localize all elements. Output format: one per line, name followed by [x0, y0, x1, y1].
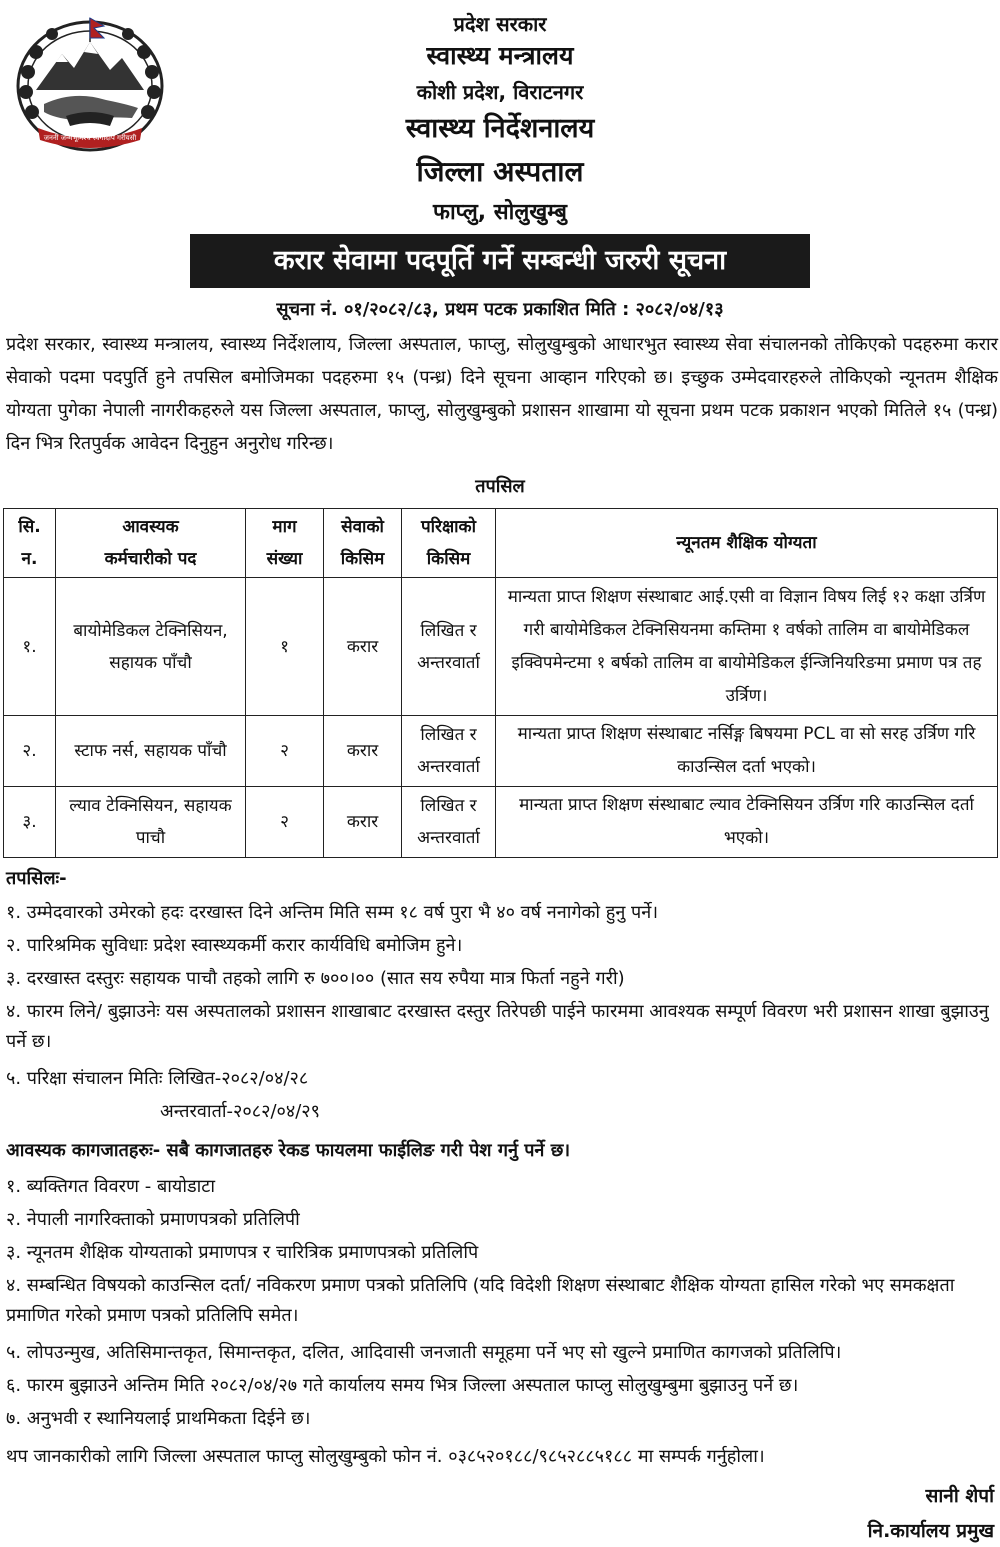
cell-demand: २ — [246, 787, 324, 858]
document-item: ३. न्यूनतम शैक्षिक योग्यताको प्रमाणपत्र र चारित्रिक प्रमाणपत्रको प्रतिलिपि — [6, 1242, 479, 1263]
intro-paragraph: प्रदेश सरकार, स्वास्थ्य मन्त्रालय, स्वास्थ्य निर्देशलाय, जिल्ला अस्पताल, फाप्लु, सोलुखुम्बुको आधारभुत स्वास्थ्य सेवा संचालनको तोकिएको पदहरुमा करार सेवाको पदमा पदपुर्ति हुने तपसिल बमोजिमका पदहरुमा १५ (पन्ध्र) दिने सूचना आव्हान गरिएको छ। इच्छुक उम्मेदवारहरुले तोकिएको न्यूनतम शैक्षिक योग्यता पुगेका नेपाली नागरीकहरुले यस जिल्ला अस्पताल, फाप्लु, सोलुखुम्बुको प्रशासन शाखामा यो सूचना प्रथम पटक प्रकाशन भएको मितिले १५ (पन्ध्र) दिन भित्र रितपुर्वक आवेदन दिनुहुन अनुरोध गरिन्छ। — [6, 334, 998, 454]
condition-item: ५. परिक्षा संचालन मितिः लिखित-२०८२/०४/२८ — [6, 1068, 309, 1089]
cell-qualification: मान्यता प्राप्त शिक्षण संस्थाबाट नर्सिङ्ग बिषयमा PCL वा सो सरह उर्त्रिण गरि काउन्सिल दर्ता भएको। — [496, 716, 998, 787]
cell-post: स्टाफ नर्स, सहायक पाँचौ — [56, 716, 246, 787]
notice-number: सूचना नं. ०१/२०८२/८३, प्रथम पटक प्रकाशित मिति : २०८२/०४/१३ — [276, 299, 724, 320]
condition-item: ३. दरखास्त दस्तुरः सहायक पाचौ तहको लागि रु ७००।०० (सात सय रुपैया मात्र फिर्ता नहुने गरी) — [6, 968, 625, 989]
cell-service: करार — [324, 578, 402, 716]
document-item: २. नेपाली नागरिक्ताको प्रमाणपत्रको प्रतिलिपी — [6, 1209, 300, 1230]
col-service: सेवाको किसिम — [324, 509, 402, 578]
signatory-name: सानी शेर्पा — [925, 1485, 994, 1507]
header-directorate: स्वास्थ्य निर्देशनालय — [405, 113, 595, 144]
header-hospital: जिल्ला अस्पताल — [416, 155, 584, 188]
cell-post: बायोमेडिकल टेक्निसियन, सहायक पाँचौ — [56, 578, 246, 716]
header-province: कोशी प्रदेश, विराटनगर — [416, 80, 584, 104]
table-title: तपसिल — [475, 476, 525, 497]
cell-qualification: मान्यता प्राप्त शिक्षण संस्थाबाट ल्याव टेक्निसियन उर्त्रिण गरि काउन्सिल दर्ता भएको। — [496, 787, 998, 858]
notice-banner: करार सेवामा पदपूर्ति गर्ने सम्बन्धी जरुरी सूचना — [190, 234, 810, 288]
emblem-motto: जननी जन्मभूमिश्च स्वर्गादपि गरीयसी — [43, 134, 137, 142]
condition-item: ४. फारम लिने/ बुझाउनेः यस अस्पतालको प्रशासन शाखाबाट दरखास्त दस्तुर तिरेपछी पाईने फारममा आवश्यक सम्पूर्ण विवरण भरी प्रशासन शाखा बुझाउनु पर्ने छ। — [6, 1001, 989, 1052]
col-qualification: न्यूनतम शैक्षिक योग्यता — [496, 509, 998, 578]
cell-exam: लिखित र अन्तरवार्ता — [402, 578, 496, 716]
table-row — [4, 787, 998, 858]
header-location: फाप्लु, सोलुखुम्बु — [433, 200, 567, 225]
cell-demand: १ — [246, 578, 324, 716]
table-row — [4, 716, 998, 787]
conditions-title: तपसिलः- — [6, 868, 67, 889]
contact-info: थप जानकारीको लागि जिल्ला अस्पताल फाप्लु सोलुखुम्बुको फोन नं. ०३८५२०१८८/९८५२८८५१८८ मा सम्पर्क गर्नुहोला। — [6, 1446, 765, 1467]
col-sn: सि. न. — [4, 509, 56, 578]
col-demand: माग संख्या — [246, 509, 324, 578]
condition-item: २. पारिश्रमिक सुविधाः प्रदेश स्वास्थ्यकर्मी करार कार्यविधि बमोजिम हुने। — [6, 935, 463, 956]
document-item: ७. अनुभवी र स्थानियलाई प्राथमिकता दिईने छ। — [6, 1408, 311, 1429]
cell-demand: २ — [246, 716, 324, 787]
document-item: ४. सम्बन्धित विषयको काउन्सिल दर्ता/ नविकरण प्रमाण पत्रको प्रतिलिपि (यदि विदेशी शिक्षण संस्थाबाट शैक्षिक योग्यता हासिल गरेको भए समकक्षता प्रमाणित गरेको प्रमाण पत्रको प्रतिलिपि समेत। — [6, 1275, 955, 1326]
header-state-govt: प्रदेश सरकार — [453, 12, 547, 36]
signatory-title: नि.कार्यालय प्रमुख — [867, 1520, 994, 1542]
header-ministry: स्वास्थ्य मन्त्रालय — [426, 41, 574, 70]
col-exam: परिक्षाको किसिम — [402, 509, 496, 578]
cell-sn: ३. — [4, 787, 56, 858]
document-item: ६. फारम बुझाउने अन्तिम मिति २०८२/०४/२७ गते कार्यालय समय भित्र जिल्ला अस्पताल फाप्लु सोलुखुम्बुमा बुझाउनु पर्ने छ। — [6, 1375, 799, 1396]
document-item: १. ब्यक्तिगत विवरण - बायोडाटा — [6, 1176, 216, 1197]
col-post: आवस्यक कर्मचारीको पद — [56, 509, 246, 578]
cell-service: करार — [324, 787, 402, 858]
cell-exam: लिखित र अन्तरवार्ता — [402, 716, 496, 787]
cell-sn: १. — [4, 578, 56, 716]
cell-service: करार — [324, 716, 402, 787]
cell-sn: २. — [4, 716, 56, 787]
cell-post: ल्याव टेक्निसियन, सहायक पाचौ — [56, 787, 246, 858]
table-row — [4, 578, 998, 716]
table-header-row — [4, 509, 998, 578]
vacancy-table — [3, 508, 998, 858]
condition-item: १. उम्मेदवारको उमेरको हदः दरखास्त दिने अन्तिम मिति सम्म १८ वर्ष पुरा भै ४० वर्ष ननागेको हुनु पर्ने। — [6, 902, 659, 923]
documents-title: आवस्यक कागजातहरुः- सबै कागजातहरु रेकड फायलमा फाईलिङ गरी पेश गर्नु पर्ने छ। — [6, 1140, 571, 1161]
document-item: ५. लोपउन्मुख, अतिसिमान्तकृत, सिमान्तकृत, दलित, आदिवासी जनजाती समूहमा पर्ने भए सो खुल्ने प्रमाणित कागजको प्रतिलिपि। — [6, 1342, 842, 1363]
cell-qualification: मान्यता प्राप्त शिक्षण संस्थाबाट आई.एसी वा विज्ञान विषय लिई १२ कक्षा उर्त्रिण गरी बायोमेडिकल टेक्निसियनमा कम्तिमा १ वर्षको तालिम वा बायोमेडिकल इक्विपमेन्टमा १ बर्षको तालिम वा बायोमेडिकल ईन्जिनियरिङमा प्रमाण पत्र तह उर्त्रिण। — [496, 578, 998, 716]
cell-exam: लिखित र अन्तरवार्ता — [402, 787, 496, 858]
interview-date: अन्तरवार्ता-२०८२/०४/२९ — [160, 1101, 321, 1122]
